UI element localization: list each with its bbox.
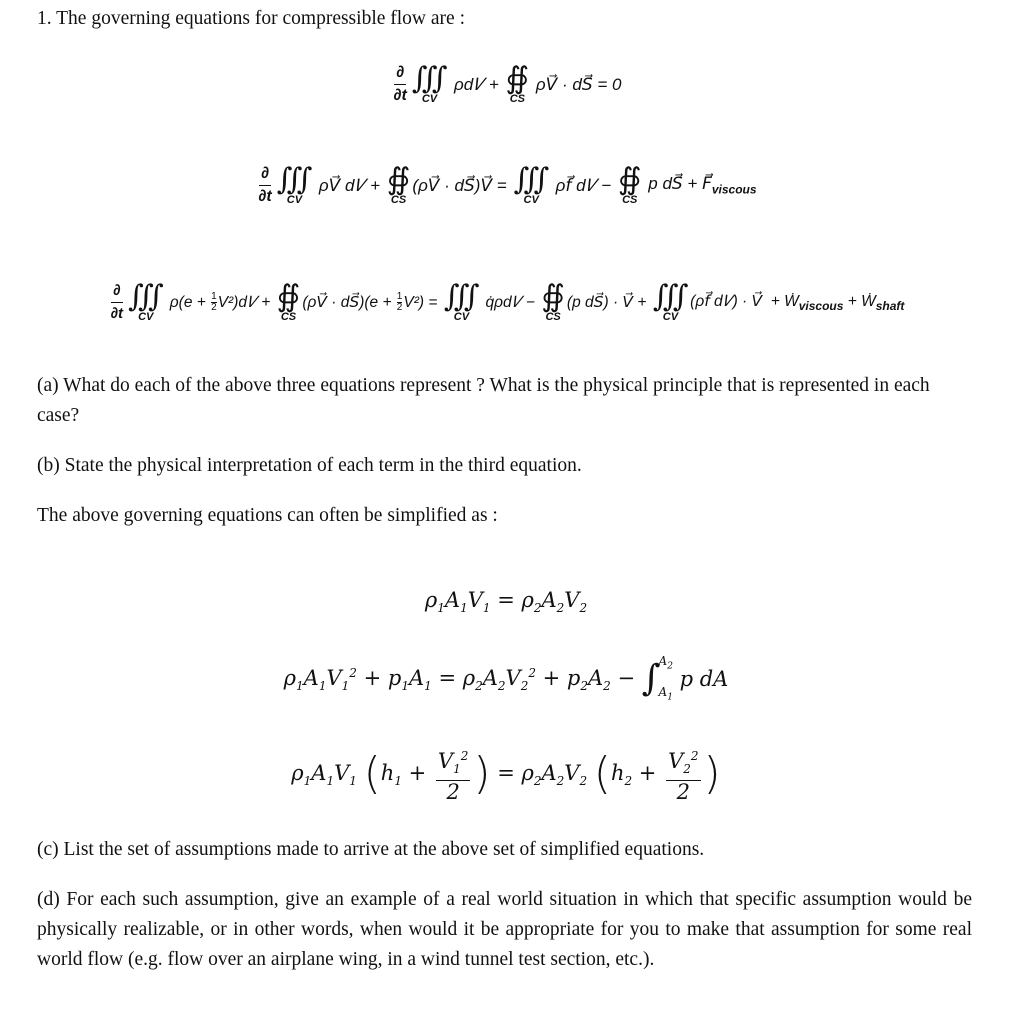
momentum-equation: $\frac{\partial}{\partial t}$ ∭ CV ρV⃗ d𝑉 + ∯ CS (ρV⃗ · dS⃗)V⃗ = ∭ CV ρf⃗ d𝑉 − ∯ CS p dS⃗ + $F⃗_{viscous}$ bbox=[258, 161, 757, 206]
part-b-text: (b) State the physical interpretation of each term in the third equation. bbox=[37, 455, 582, 476]
simplified-equation-1: $\rho_1A_1V_1 = \rho_2A_2V_2$ bbox=[424, 588, 588, 616]
energy-equation: $\frac{\partial}{\partial t}$ ∭ CV ρ(e + $\frac{1}{2}$ V²)d𝑉 + ∯ CS (ρV⃗ · dS⃗)(e + $\frac{1}{2}$ V²) = ∭ CV q̇ρd𝑉 − ∯ CS (p dS⃗) · V⃗ + ∭ CV (ρf⃗ d𝑉) · V⃗ + Ẇ$_{viscous}$ + Ẇ$_{shaft}$ bbox=[110, 278, 905, 323]
part-c-text: (c) List the set of assumptions made to arrive at the above set of simplified equations. bbox=[37, 839, 705, 860]
question-title: 1. The governing equations for compressible flow are : bbox=[37, 8, 465, 29]
simplified-intro-text: The above governing equations can often be simplified as : bbox=[37, 505, 498, 526]
simplified-equation-3: $\rho_1A_1V_1$ ( $h_1$ + $\frac{V_1^2}{2}$ ) = $\rho_2A_2V_2$ ( $h_2$ + $\frac{V_2^2}{2}$ ) bbox=[0, 745, 1012, 803]
continuity-equation: $\frac{\partial}{\partial t}$ ∭ CV ρd𝑉 + ∯ CS ρV⃗ · dS⃗ = 0 bbox=[393, 60, 622, 105]
part-d-text: (d) For each such assumption, give an example of a real world situation in which that specific assumption would be physically realizable, or in other words, when would it be appropriate for you to make that assumption for some real world flow (e.g. flow over an airplane wing, in a wind tunnel test section, etc.). bbox=[37, 889, 972, 970]
part-a-text: (a) What do each of the above three equations represent ? What is the physical principle that is represented in each case? bbox=[37, 375, 930, 426]
simplified-equation-2: $\rho_1A_1V_1^2 + p_1A_1 = \rho_2A_2V_2^2 + p_2A_2$ − ∫ $A_2$ $A_1$ p dA bbox=[283, 654, 729, 703]
